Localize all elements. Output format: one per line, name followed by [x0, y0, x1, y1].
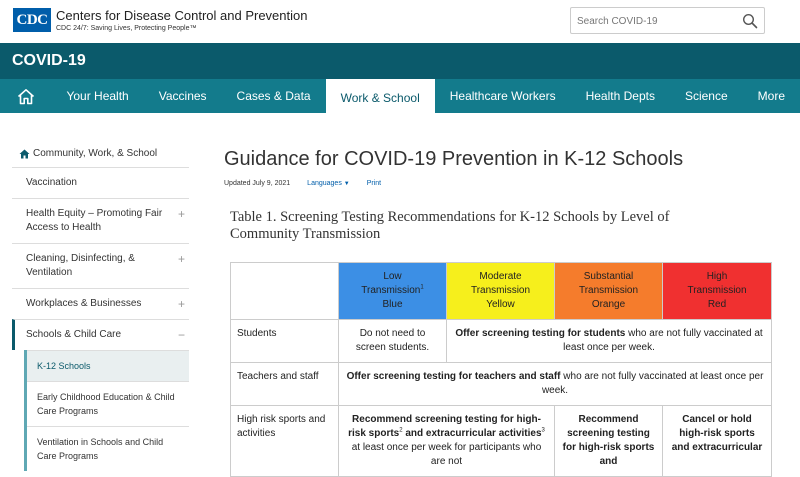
- nav-health-depts[interactable]: Health Depts: [585, 89, 655, 103]
- cell-sports-substantial: Recommend screening testing for high-risk sports and: [555, 406, 663, 477]
- home-icon: [17, 88, 35, 105]
- main-content: [224, 146, 784, 467]
- expand-icon[interactable]: +: [177, 207, 185, 221]
- row-label-sports: High risk sports and activities: [231, 406, 339, 477]
- nav-vaccines[interactable]: Vaccines: [158, 89, 207, 103]
- sidebar-item-cleaning[interactable]: [12, 243, 189, 288]
- sidebar-nav: [12, 144, 189, 471]
- cell-sports-high: Cancel or hold high-risk sports and extracurricular: [663, 406, 772, 477]
- sidebar-item-label: Workplaces & Businesses: [26, 298, 142, 309]
- nav-science[interactable]: Science: [684, 89, 728, 103]
- cdc-logo[interactable]: CDC: [13, 8, 51, 32]
- tagline: CDC 24/7: Saving Lives, Protecting People™: [56, 25, 197, 32]
- nav-your-health[interactable]: Your Health: [66, 89, 129, 103]
- languages-dropdown[interactable]: [307, 180, 350, 187]
- sidebar-item-schools-child-care[interactable]: [12, 319, 189, 350]
- sidebar-item-label: Early Childhood Education & Child Care Programs: [37, 392, 175, 416]
- table-row: [231, 406, 772, 477]
- sidebar-item-label: Ventilation in Schools and Child Care Programs: [37, 437, 164, 461]
- row-label-students: Students: [231, 320, 339, 363]
- header-low-transmission: Low Transmission$^1$ Blue: [339, 263, 447, 320]
- site-header: [0, 0, 800, 43]
- main-nav: [0, 79, 800, 113]
- sidebar-item-label: Schools & Child Care: [26, 329, 122, 340]
- expand-icon[interactable]: +: [177, 297, 185, 311]
- org-name[interactable]: Centers for Disease Control and Prevention: [56, 8, 308, 23]
- search-icon[interactable]: [742, 13, 758, 29]
- table-row: [231, 320, 772, 363]
- sidebar-root-label: Community, Work, & School: [33, 148, 158, 159]
- table-corner-cell: [231, 263, 339, 320]
- site-title[interactable]: COVID-19: [12, 52, 86, 69]
- table-header-row: [231, 263, 772, 320]
- sidebar-item-label: K-12 Schools: [37, 361, 91, 371]
- header-high-transmission: High Transmission Red: [663, 263, 772, 320]
- nav-home-button[interactable]: [0, 79, 51, 113]
- updated-date: Updated July 9, 2021: [224, 180, 291, 187]
- sidebar-item-workplaces[interactable]: [12, 288, 189, 319]
- screening-table: [230, 262, 772, 477]
- table-caption: Table 1. Screening Testing Recommendations for K-12 Schools by Level of Community Transmission: [230, 209, 670, 242]
- page-title: Guidance for COVID-19 Prevention in K-12 Schools: [224, 148, 684, 170]
- sidebar-subitem-early-childhood[interactable]: [27, 381, 189, 426]
- sidebar-item-label: Vaccination: [26, 177, 77, 188]
- row-label-teachers: Teachers and staff: [231, 363, 339, 406]
- sidebar-subitem-k12-schools[interactable]: [27, 350, 189, 381]
- collapse-icon[interactable]: −: [177, 328, 185, 342]
- sidebar-item-label: Health Equity – Promoting Fair Access to Health: [26, 208, 163, 233]
- table-row: [231, 363, 772, 406]
- sidebar-subitem-ventilation[interactable]: [27, 426, 189, 471]
- header-moderate-transmission: Moderate Transmission Yellow: [447, 263, 555, 320]
- header-substantial-transmission: Substantial Transmission Orange: [555, 263, 663, 320]
- sidebar-subnav: [24, 350, 189, 471]
- languages-label: Languages: [307, 180, 342, 187]
- cell-teachers-all: Offer screening testing for teachers and staff who are not fully vaccinated at least once per week.: [339, 363, 772, 406]
- cell-sports-low-moderate: Recommend screening testing for high-risk sports$^2$ and extracurricular activities$^3$ at least once per week for participants who are not: [339, 406, 555, 477]
- print-link[interactable]: Print: [366, 180, 382, 187]
- search-input[interactable]: [577, 12, 737, 30]
- sidebar-item-label: Cleaning, Disinfecting, & Ventilation: [26, 253, 135, 278]
- sidebar-item-health-equity[interactable]: [12, 198, 189, 243]
- nav-work-school[interactable]: Work & School: [326, 79, 435, 113]
- expand-icon[interactable]: +: [177, 252, 185, 266]
- sidebar-root-link[interactable]: [12, 144, 189, 167]
- search-box: [570, 7, 765, 34]
- caret-down-icon: ▼: [343, 181, 350, 187]
- sidebar-item-vaccination[interactable]: [12, 167, 189, 198]
- page-meta: [224, 180, 784, 187]
- nav-healthcare-workers[interactable]: Healthcare Workers: [449, 89, 556, 103]
- cell-students-rest: Offer screening testing for students who are not fully vaccinated at least once per week.: [447, 320, 772, 363]
- cell-students-low: Do not need to screen students.: [339, 320, 447, 363]
- nav-cases-data[interactable]: Cases & Data: [236, 89, 311, 103]
- site-title-bar: [0, 43, 800, 79]
- nav-more[interactable]: More: [757, 89, 785, 103]
- home-icon: [19, 149, 30, 159]
